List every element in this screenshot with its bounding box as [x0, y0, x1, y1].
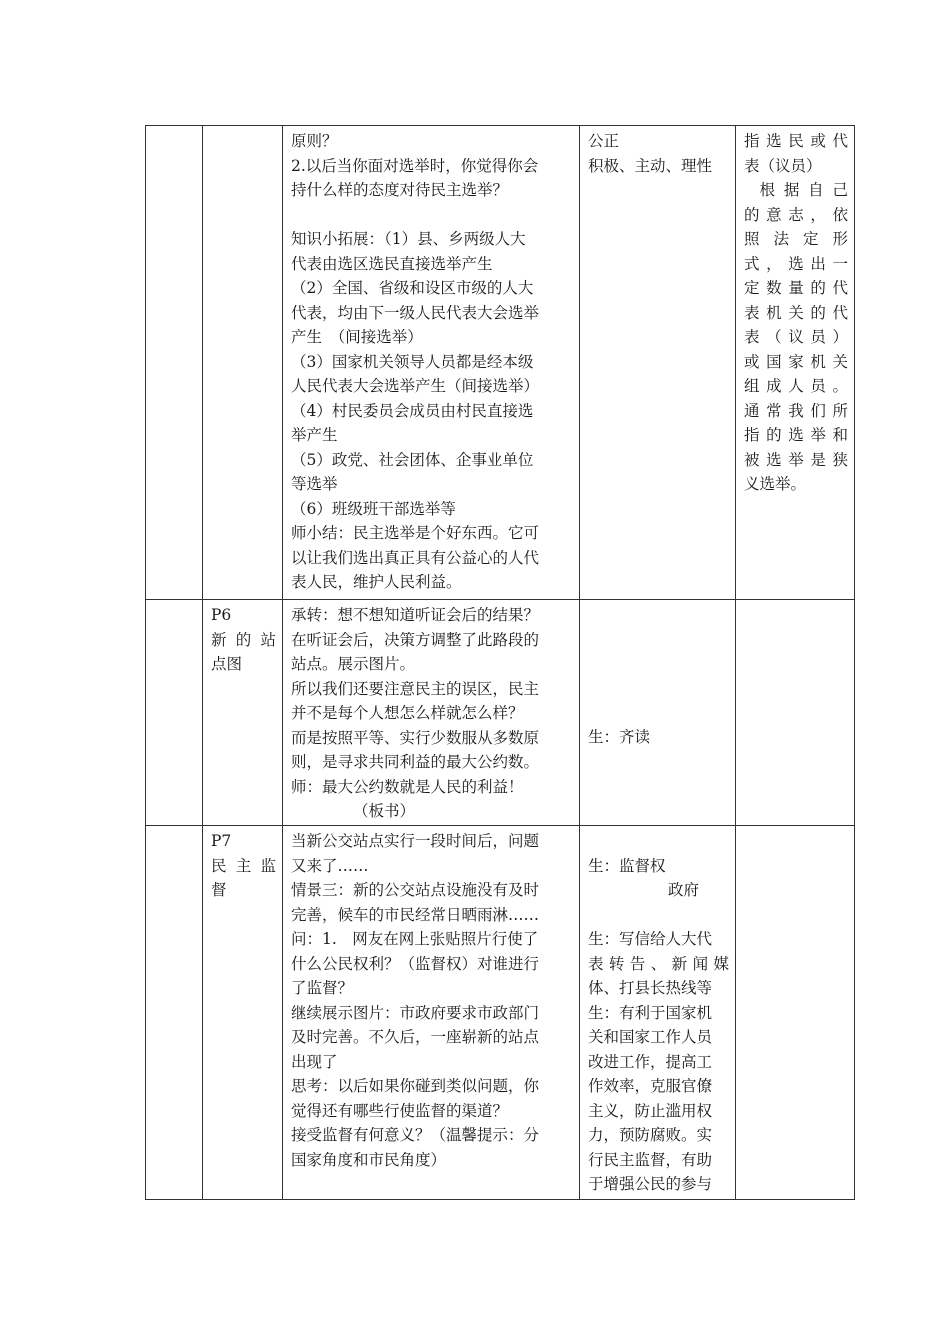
content-line: 完善，候车的市民经常日晒雨淋……: [291, 905, 540, 924]
section-title: 点图: [211, 655, 243, 673]
content-line: 产生 （间接选举）: [291, 328, 423, 346]
content-cell: [283, 826, 580, 1200]
content-line: 及时完善。不久后，一座崭新的站点: [291, 1028, 540, 1046]
student-cell: [580, 826, 736, 1200]
content-line: 等选举: [291, 475, 338, 493]
content-line: 师：最大公约数就是人民的利益！: [291, 777, 524, 796]
content-line: 承转：想不想知道听证会后的结果？: [291, 606, 540, 624]
student-line: 体、打县长热线等: [588, 979, 713, 997]
section-title: 民主监: [211, 856, 276, 875]
notes-line: 被选举是狭: [744, 450, 848, 469]
notes-line: 组成人员。: [744, 377, 848, 395]
student-line: 行民主监督，有助: [588, 1150, 713, 1169]
student-line: 改进工作，提高工: [588, 1052, 713, 1071]
table-row: [146, 826, 855, 1200]
student-line: 作效率，克服官僚: [588, 1077, 713, 1095]
student-line: 生：有利于国家机: [588, 1003, 713, 1022]
content-line: 情景三：新的公交站点设施没有及时: [291, 881, 540, 899]
notes-line: 定数量的代: [744, 279, 848, 297]
content-line: 在听证会后，决策方调整了此路段的: [291, 630, 540, 649]
section-title: 新的站: [211, 630, 276, 649]
content-line: 人民代表大会选举产生（间接选举）: [291, 377, 540, 395]
content-line: 国家角度和市民角度）: [291, 1150, 447, 1169]
content-line: （2）全国、省级和设区市级的人大: [291, 279, 534, 297]
notes-line: 根据自己: [759, 181, 848, 199]
content-line: 觉得还有哪些行使监督的渠道？: [291, 1101, 509, 1120]
content-line: 表人民，维护人民利益。: [291, 573, 462, 591]
notes-line: 式，选出一: [744, 254, 848, 273]
content-line: 而是按照平等、实行少数服从多数原: [291, 728, 540, 747]
notes-line: 表（议员）: [744, 328, 848, 346]
section-title: 督: [211, 881, 227, 899]
notes-line: 通常我们所: [744, 401, 848, 420]
content-line: 并不是每个人想怎么样就怎么样？: [291, 704, 524, 722]
notes-line: 表机关的代: [744, 303, 848, 322]
content-cell: [283, 126, 580, 600]
content-line: 代表由选区选民直接选举产生: [291, 254, 493, 273]
content-cell: [283, 600, 580, 826]
student-line: 生：监督权: [588, 856, 666, 875]
content-line: 代表，均由下一级人民代表大会选举: [291, 303, 540, 322]
student-line: 公正: [588, 132, 620, 150]
blank-line: [588, 903, 729, 928]
student-line: 力，预防腐败。实: [588, 1126, 713, 1144]
content-line: 所以我们还要注意民主的误区，民主: [291, 679, 540, 698]
content-line: 了监督？: [291, 979, 354, 997]
content-line: 思考：以后如果你碰到类似问题，你: [291, 1077, 540, 1095]
content-line: 接受监督有何意义？（温馨提示：分: [291, 1126, 540, 1144]
content-line: 2.以后当你面对选举时，你觉得你会: [291, 156, 539, 175]
content-line: 出现了: [291, 1052, 338, 1071]
lesson-plan-table: [145, 125, 855, 1200]
section-cell: [203, 126, 283, 600]
content-line: （3）国家机关领导人员都是经本级: [291, 352, 534, 371]
notes-line: 照法定形: [744, 230, 848, 248]
section-cell: [203, 600, 283, 826]
notes-line: 表（议员）: [744, 156, 822, 175]
student-line: 于增强公民的参与: [588, 1175, 713, 1193]
notes-cell: [736, 126, 855, 600]
board-note: （板书）: [353, 802, 416, 820]
student-cell: [580, 600, 736, 826]
notes-line: 义选举。: [744, 475, 807, 493]
content-line: 师小结：民主选举是个好东西。它可: [291, 524, 540, 542]
section-cell: [203, 826, 283, 1200]
content-line: （5）政党、社会团体、企事业单位: [291, 450, 534, 469]
content-line: 又来了……: [291, 856, 369, 875]
student-line: 关和国家工作人员: [588, 1028, 713, 1046]
notes-cell: [736, 600, 855, 826]
student-line: 政府: [668, 881, 700, 899]
content-line: 什么公民权利？（监督权）对谁进行: [291, 954, 540, 973]
stage-cell: [146, 826, 203, 1200]
student-line: 生：写信给人大代: [588, 930, 713, 948]
content-line: 持什么样的态度对待民主选举？: [291, 181, 509, 199]
stage-cell: [146, 600, 203, 826]
blank-space: [588, 603, 729, 701]
notes-line: 或国家机关: [744, 352, 848, 371]
content-line: （4）村民委员会成员由村民直接选: [291, 401, 534, 420]
content-line: 原则？: [291, 132, 338, 150]
content-line: 继续展示图片：市政府要求市政部门: [291, 1003, 540, 1022]
section-page: P6: [211, 606, 232, 624]
student-line: 生：齐读: [588, 728, 651, 746]
content-line: 以让我们选出真正具有公益心的人代: [291, 548, 540, 567]
student-line: 表转告、新闻媒: [588, 954, 729, 973]
student-line: 积极、主动、理性: [588, 156, 713, 175]
section-page: P7: [211, 832, 232, 850]
notes-line: 的意志，依: [744, 205, 848, 224]
content-line: 举产生: [291, 426, 338, 444]
blank-space: [588, 829, 729, 854]
content-line: 当新公交站点实行一段时间后，问题: [291, 832, 540, 850]
notes-cell: [736, 826, 855, 1200]
blank-line: [291, 203, 573, 228]
content-line: （6）班级班干部选举等: [291, 499, 456, 518]
content-line: 站点。展示图片。: [291, 655, 416, 673]
student-line: 主义，防止滥用权: [588, 1101, 713, 1120]
notes-line: 指选民或代: [744, 132, 848, 150]
notes-line: 指的选举和: [744, 426, 848, 444]
table-row: [146, 600, 855, 826]
content-line: 则，是寻求共同利益的最大公约数。: [291, 753, 540, 771]
student-cell: [580, 126, 736, 600]
table-row: [146, 126, 855, 600]
content-line: 知识小拓展：（1）县、乡两级人大: [291, 230, 526, 248]
stage-cell: [146, 126, 203, 600]
content-line: 问：1. 网友在网上张贴照片行使了: [291, 930, 539, 948]
